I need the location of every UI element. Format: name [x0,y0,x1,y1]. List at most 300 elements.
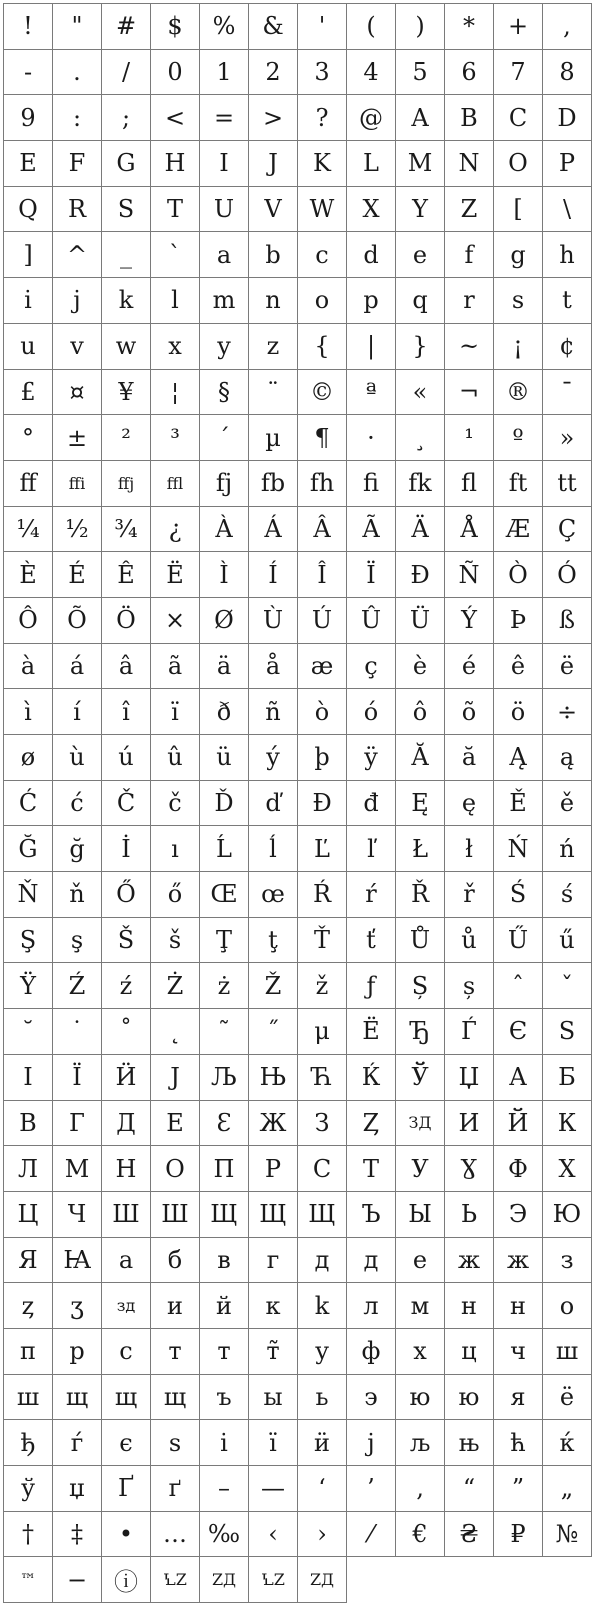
glyph-cell: Ш [151,1192,200,1238]
glyph-cell: ˛ [151,1009,200,1055]
glyph-cell: ú [102,735,151,781]
glyph-cell: Ć [4,781,53,827]
glyph-cell: и [151,1283,200,1329]
glyph-cell: · [347,415,396,461]
glyph-cell: Ä [396,507,445,553]
glyph-cell: ї [249,1420,298,1466]
glyph-cell: ™ [4,1557,53,1603]
glyph-cell: щ [102,1375,151,1421]
glyph-cell: щ [151,1375,200,1421]
glyph-cell: é [445,644,494,690]
glyph-cell: ˆ [494,963,543,1009]
glyph-cell: j [53,278,102,324]
glyph-cell: K [298,141,347,187]
glyph-cell: : [53,95,102,141]
glyph-cell: ffl [151,461,200,507]
glyph-cell: ñ [249,689,298,735]
glyph-cell: Ű [494,918,543,964]
glyph-cell: Ø [200,598,249,644]
glyph-cell: İ [102,826,151,872]
glyph-cell: « [396,370,445,416]
glyph-cell: ~ [445,324,494,370]
glyph-cell: — [249,1466,298,1512]
glyph-cell: b [249,232,298,278]
glyph-cell: I [200,141,249,187]
glyph-cell: ì [4,689,53,735]
glyph-cell: ȥ [4,1283,53,1329]
glyph-cell: . [53,50,102,96]
glyph-cell: μ [298,1009,347,1055]
glyph-cell: т̃ [249,1329,298,1375]
glyph-cell: Ο [151,1146,200,1192]
glyph-cell: ï [151,689,200,735]
glyph-cell: ] [4,232,53,278]
glyph-cell: $ [151,4,200,50]
glyph-cell: [ [494,187,543,233]
glyph-cell: Ç [543,507,592,553]
glyph-cell: ŕ [347,872,396,918]
glyph-cell: ê [494,644,543,690]
glyph-cell: J [249,141,298,187]
glyph-cell: × [151,598,200,644]
glyph-cell: ы [249,1375,298,1421]
glyph-cell: ¨ [249,370,298,416]
glyph-cell: 0 [151,50,200,96]
glyph-cell: É [53,552,102,598]
glyph-cell: 9 [4,95,53,141]
glyph-cell: э [347,1375,396,1421]
glyph-cell: ½ [53,507,102,553]
glyph-cell: • [102,1512,151,1558]
glyph-cell: Ê [102,552,151,598]
glyph-cell: т [200,1329,249,1375]
glyph-cell: ª [347,370,396,416]
glyph-cell: ş [53,918,102,964]
glyph-cell: | [347,324,396,370]
glyph-cell: Ů [396,918,445,964]
glyph-cell: N [445,141,494,187]
glyph-cell: > [249,95,298,141]
glyph-cell: % [200,4,249,50]
glyph-cell: Ù [249,598,298,644]
glyph-cell: Ќ [347,1055,396,1101]
glyph-cell: А [494,1055,543,1101]
glyph-cell: М [53,1146,102,1192]
glyph-cell: ż [200,963,249,1009]
glyph-cell: p [347,278,396,324]
glyph-cell: } [396,324,445,370]
glyph-cell: à [4,644,53,690]
glyph-cell: { [298,324,347,370]
glyph-cell: Ў [396,1055,445,1101]
glyph-cell: x [151,324,200,370]
glyph-cell: Ř [396,872,445,918]
glyph-cell: ю [396,1375,445,1421]
glyph-cell: “ [445,1466,494,1512]
glyph-cell: Ш [102,1192,151,1238]
glyph-cell: ø [4,735,53,781]
glyph-cell: ű [543,918,592,964]
glyph-cell: r [445,278,494,324]
glyph-cell: î [102,689,151,735]
glyph-cell: ð [200,689,249,735]
glyph-cell: ` [151,232,200,278]
glyph-cell: A [396,95,445,141]
glyph-cell: Á [249,507,298,553]
glyph-cell: Ю [543,1192,592,1238]
glyph-cell: ћ [494,1420,543,1466]
glyph-cell: ń [543,826,592,872]
glyph-cell: ö [494,689,543,735]
glyph-cell: ¿ [151,507,200,553]
glyph-cell: Щ [249,1192,298,1238]
glyph-cell: ˝ [249,1009,298,1055]
glyph-cell: + [494,4,543,50]
glyph-cell: Î [298,552,347,598]
glyph-cell: м [396,1283,445,1329]
glyph-cell: ţ [249,918,298,964]
glyph-cell: ď [249,781,298,827]
glyph-cell: L [347,141,396,187]
glyph-cell: р [53,1329,102,1375]
glyph-cell: ³ [151,415,200,461]
glyph-cell: › [298,1512,347,1558]
glyph-cell: ˘ [4,1009,53,1055]
glyph-cell: ã [151,644,200,690]
glyph-cell: ⁄ [347,1512,396,1558]
glyph-cell: m [200,278,249,324]
glyph-cell: † [4,1512,53,1558]
glyph-cell: ˇ [543,963,592,1009]
glyph-cell: Ґ [102,1466,151,1512]
glyph-cell: Ł [396,826,445,872]
glyph-cell: ă [445,735,494,781]
glyph-cell: Ж [249,1101,298,1147]
glyph-cell: ш [4,1375,53,1421]
glyph-cell: ¥ [102,370,151,416]
glyph-cell: щ [53,1375,102,1421]
glyph-cell: µ [249,415,298,461]
glyph-cell: з [543,1238,592,1284]
glyph-cell: я [494,1375,543,1421]
glyph-cell: Ñ [445,552,494,598]
glyph-cell: ü [200,735,249,781]
glyph-cell: ¬ [445,370,494,416]
glyph-cell: ň [53,872,102,918]
glyph-cell: ł [445,826,494,872]
glyph-cell: fb [249,461,298,507]
glyph-cell: = [200,95,249,141]
glyph-cell: Ð [396,552,445,598]
glyph-cell: І [4,1055,53,1101]
glyph-cell: о [543,1283,592,1329]
glyph-cell: ft [494,461,543,507]
glyph-cell: Л [4,1146,53,1192]
glyph-cell: ) [396,4,445,50]
glyph-cell: Ě [494,781,543,827]
glyph-cell: V [249,187,298,233]
glyph-cell: ș [445,963,494,1009]
glyph-cell: š [151,918,200,964]
glyph-cell: Г [53,1101,102,1147]
glyph-cell: v [53,324,102,370]
glyph-cell: ¾ [102,507,151,553]
glyph-cell: \ [543,187,592,233]
glyph-cell: / [102,50,151,96]
glyph-cell: ą [543,735,592,781]
glyph-cell: Ì [200,552,249,598]
glyph-cell: Š [102,918,151,964]
glyph-cell: З [298,1101,347,1147]
glyph-cell: g [494,232,543,278]
glyph-cell: ь [298,1375,347,1421]
glyph-cell: зд [102,1283,151,1329]
glyph-cell: ѕ [151,1420,200,1466]
glyph-cell: Ď [200,781,249,827]
glyph-cell: Õ [53,598,102,644]
glyph-cell: ₽ [494,1512,543,1558]
glyph-cell: Ј [151,1055,200,1101]
glyph-cell: ˜ [200,1009,249,1055]
glyph-cell: Д [102,1101,151,1147]
glyph-cell: Ц [4,1192,53,1238]
glyph-cell: Ȥ [347,1101,396,1147]
glyph-cell: s [494,278,543,324]
glyph-cell: Ч [53,1192,102,1238]
glyph-cell: С [298,1146,347,1192]
glyph-cell: ź [102,963,151,1009]
glyph-cell: X [347,187,396,233]
glyph-cell: Ş [4,918,53,964]
glyph-cell: P [543,141,592,187]
glyph-cell: Ћ [298,1055,347,1101]
glyph-cell: ¸ [396,415,445,461]
glyph-cell: – [200,1466,249,1512]
glyph-cell: ¯ [543,370,592,416]
glyph-cell: Ţ [200,918,249,964]
glyph-cell: а [102,1238,151,1284]
glyph-cell: Œ [200,872,249,918]
glyph-cell: ; [102,95,151,141]
glyph-cell: c [298,232,347,278]
glyph-cell: ô [396,689,445,735]
glyph-cell: i [4,278,53,324]
glyph-cell: 7 [494,50,543,96]
glyph-cell: ù [53,735,102,781]
glyph-cell: Х [543,1146,592,1192]
glyph-cell: і [200,1420,249,1466]
glyph-cell: Ŕ [298,872,347,918]
glyph-cell: h [543,232,592,278]
glyph-cell: ¹ [445,415,494,461]
glyph-cell: Ɣ [445,1146,494,1192]
glyph-cell: d [347,232,396,278]
glyph-cell: ꝆZ [249,1557,298,1603]
glyph-cell: M [396,141,445,187]
glyph-cell: у [298,1329,347,1375]
glyph-cell: Й [494,1101,543,1147]
glyph-cell: є [102,1420,151,1466]
glyph-cell: ʒ [53,1283,102,1329]
glyph-cell: ж [445,1238,494,1284]
glyph-cell: k [298,1283,347,1329]
glyph-cell: Ã [347,507,396,553]
glyph-cell: 8 [543,50,592,96]
glyph-cell: o [298,278,347,324]
glyph-cell: Ѕ [543,1009,592,1055]
glyph-cell: њ [445,1420,494,1466]
glyph-cell: ƒ [347,963,396,1009]
glyph-cell: ¡ [494,324,543,370]
glyph-cell: Ë [151,552,200,598]
glyph-cell: u [4,324,53,370]
glyph-cell: Y [396,187,445,233]
glyph-cell: х [396,1329,445,1375]
glyph-cell: ğ [53,826,102,872]
glyph-cell: н [494,1283,543,1329]
glyph-cell: Ъ [347,1192,396,1238]
glyph-cell: ő [151,872,200,918]
glyph-cell: f [445,232,494,278]
glyph-cell: Ò [494,552,543,598]
glyph-cell: » [543,415,592,461]
glyph-cell: G [102,141,151,187]
glyph-cell: t [543,278,592,324]
glyph-cell: т [151,1329,200,1375]
glyph-cell: * [445,4,494,50]
glyph-cell: Э [494,1192,543,1238]
glyph-cell: ¤ [53,370,102,416]
glyph-cell: Đ [298,781,347,827]
glyph-cell: Z [445,187,494,233]
glyph-cell: € [396,1512,445,1558]
glyph-cell: Ő [102,872,151,918]
glyph-cell: ffi [53,461,102,507]
glyph-cell: â [102,644,151,690]
glyph-cell: Ň [4,872,53,918]
glyph-cell: ò [298,689,347,735]
glyph-cell: ш [543,1329,592,1375]
glyph-cell: O [494,141,543,187]
glyph-cell: Ś [494,872,543,918]
glyph-cell: д [298,1238,347,1284]
glyph-cell: ĺ [249,826,298,872]
glyph-cell: ť [347,918,396,964]
glyph-cell: y [200,324,249,370]
glyph-cell: ! [4,4,53,50]
glyph-cell: & [249,4,298,50]
glyph-cell: ć [53,781,102,827]
glyph-cell: Н [102,1146,151,1192]
glyph-cell: Ť [298,918,347,964]
glyph-cell: ž [298,963,347,1009]
glyph-cell: Ꙗ [53,1238,102,1284]
glyph-cell: õ [445,689,494,735]
glyph-cell: № [543,1512,592,1558]
glyph-cell: ¦ [151,370,200,416]
glyph-cell: e [396,232,445,278]
glyph-cell: q [396,278,445,324]
glyph-cell: ‰ [200,1512,249,1558]
glyph-cell: ж [494,1238,543,1284]
glyph-cell: Б [543,1055,592,1101]
glyph-cell: , [543,4,592,50]
glyph-cell: þ [298,735,347,781]
glyph-cell: ” [494,1466,543,1512]
glyph-cell: Ú [298,598,347,644]
glyph-cell: … [151,1512,200,1558]
glyph-cell: Ь [445,1192,494,1238]
glyph-cell: z [249,324,298,370]
glyph-cell: Ԑ [200,1101,249,1147]
glyph-cell: D [543,95,592,141]
glyph-cell: Ğ [4,826,53,872]
glyph-cell: U [200,187,249,233]
glyph-cell: Є [494,1009,543,1055]
glyph-cell: ° [4,415,53,461]
glyph-cell: Ă [396,735,445,781]
glyph-cell: Я [4,1238,53,1284]
glyph-cell: ӥ [298,1420,347,1466]
glyph-cell: Í [249,552,298,598]
glyph-cell: ± [53,415,102,461]
glyph-cell: ´ [200,415,249,461]
glyph-cell: Т [347,1146,396,1192]
glyph-cell: Ы [396,1192,445,1238]
glyph-cell: fl [445,461,494,507]
glyph-cell: ¢ [543,324,592,370]
glyph-cell: ZД [200,1557,249,1603]
glyph-cell: w [102,324,151,370]
glyph-cell: ‡ [53,1512,102,1558]
glyph-cell: ffj [102,461,151,507]
glyph-cell: Р [249,1146,298,1192]
glyph-cell: Ö [102,598,151,644]
glyph-cell: У [396,1146,445,1192]
glyph-cell: û [151,735,200,781]
glyph-cell: ґ [151,1466,200,1512]
glyph-cell: б [151,1238,200,1284]
glyph-cell: Ѓ [445,1009,494,1055]
glyph-cell: ў [4,1466,53,1512]
glyph-cell: ů [445,918,494,964]
glyph-grid [3,3,592,1603]
glyph-cell: ² [102,415,151,461]
glyph-cell: ® [494,370,543,416]
glyph-cell: В [4,1101,53,1147]
glyph-cell: © [298,370,347,416]
glyph-cell: ЗД [396,1101,445,1147]
glyph-cell: Þ [494,598,543,644]
glyph-cell: Ó [543,552,592,598]
glyph-cell: Џ [445,1055,494,1101]
glyph-cell: Ÿ [4,963,53,1009]
glyph-cell: ä [200,644,249,690]
glyph-cell: " [53,4,102,50]
glyph-cell: ‚ [396,1466,445,1512]
glyph-cell: T [151,187,200,233]
glyph-cell: Ż [151,963,200,1009]
glyph-cell: # [102,4,151,50]
glyph-cell: Ą [494,735,543,781]
glyph-cell: љ [396,1420,445,1466]
glyph-cell: n [249,278,298,324]
glyph-cell: Щ [200,1192,249,1238]
glyph-cell: a [200,232,249,278]
glyph-cell: ђ [4,1420,53,1466]
glyph-cell: ß [543,598,592,644]
glyph-cell: ј [347,1420,396,1466]
